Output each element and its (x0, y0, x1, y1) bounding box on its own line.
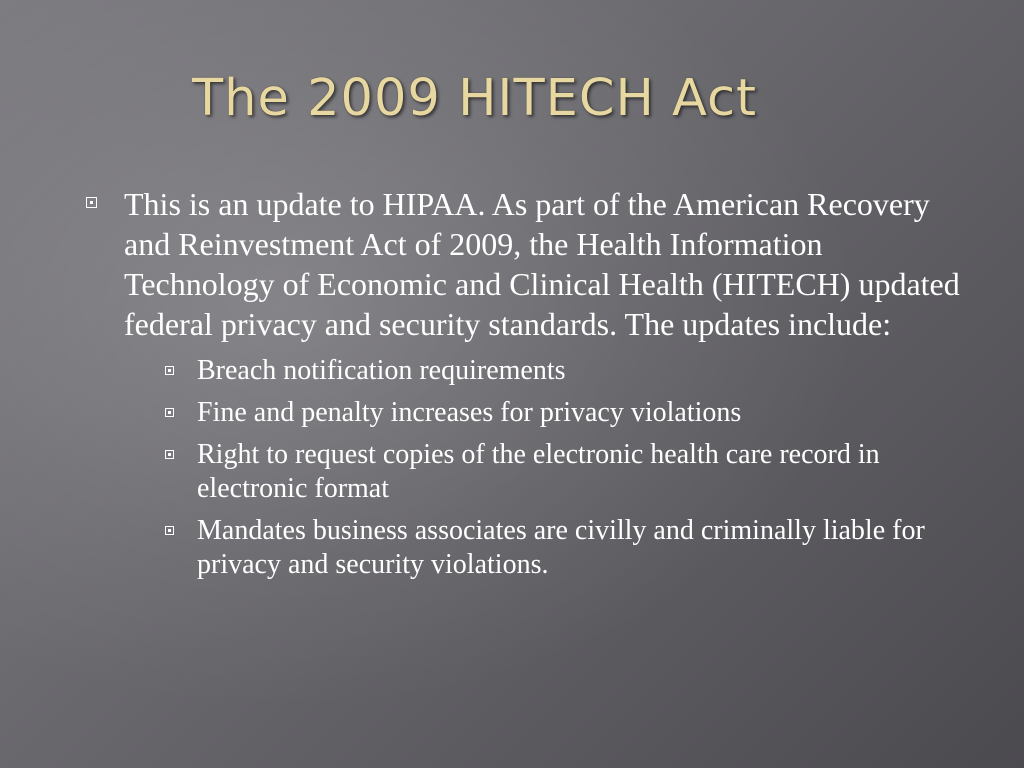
main-bullet-item (86, 184, 976, 582)
sub-bullet-item (124, 396, 976, 430)
sub-bullet-item (124, 354, 976, 388)
sub-bullet-text: Mandates business associates are civilly and criminally liable for privacy and security violations. (197, 515, 925, 580)
square-bullet-icon (165, 366, 174, 375)
slide-body (86, 184, 976, 590)
square-bullet-icon (86, 197, 97, 208)
square-bullet-icon (165, 450, 174, 459)
square-bullet-icon (165, 408, 174, 417)
sub-bullet-text: Breach notification requirements (197, 355, 566, 386)
slide-title: The 2009 HITECH Act (192, 69, 758, 128)
main-bullet-text: This is an update to HIPAA. As part of the American Recovery and Reinvestment Act of 2009, the Health Information Technology of Economic and Clinical Health (HITECH) updated federal privacy and security standards. The updates include: (124, 186, 960, 342)
sub-bullet-list (124, 354, 976, 582)
sub-bullet-text: Fine and penalty increases for privacy violations (197, 397, 742, 428)
square-bullet-icon (165, 526, 174, 535)
sub-bullet-item (124, 514, 976, 582)
sub-bullet-text: Right to request copies of the electronic health care record in electronic format (197, 439, 880, 504)
sub-bullet-item (124, 438, 976, 506)
